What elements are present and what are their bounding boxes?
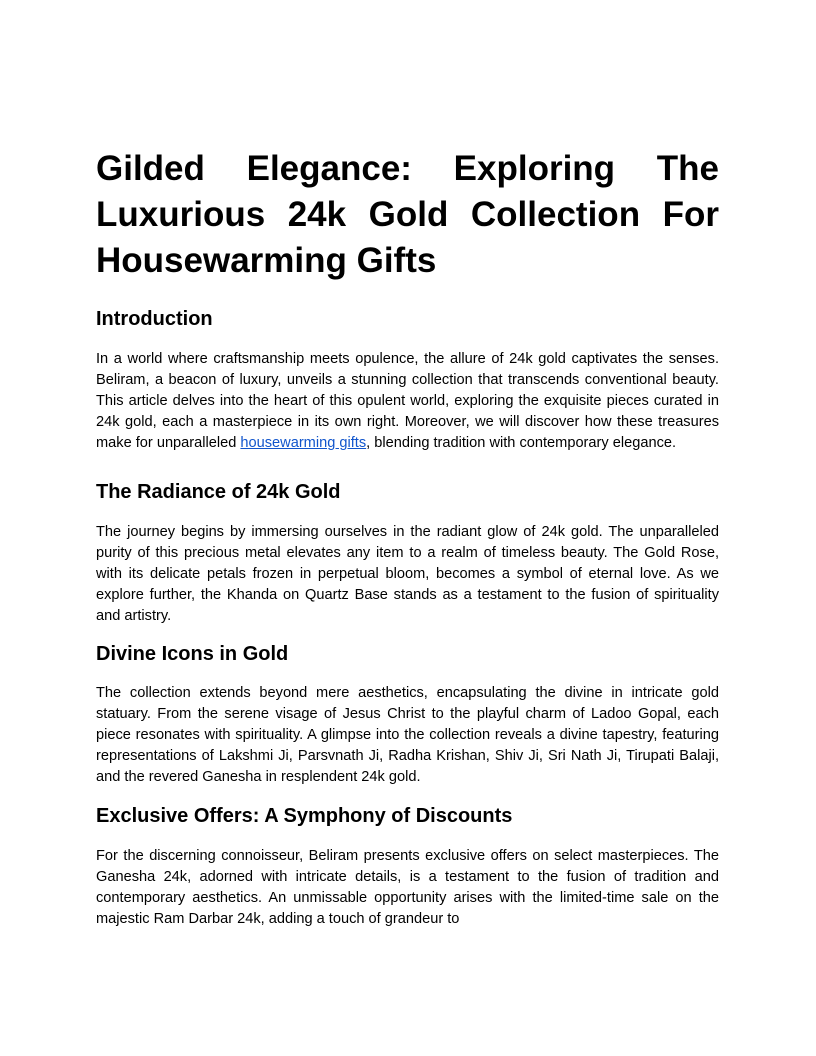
heading-radiance: The Radiance of 24k Gold <box>96 481 341 503</box>
document-title: Gilded Elegance: Exploring The Luxurious 24k Gold Collection For Housewarming Gifts <box>96 149 719 280</box>
introduction-text-end: , blending tradition with contemporary elegance. <box>366 435 677 451</box>
paragraph-radiance: The journey begins by immersing ourselves in the radiant glow of 24k gold. The unparalleled purity of this precious metal elevates any item to a realm of timeless beauty. The Gold Rose, with its delicate petals frozen in perpetual bloom, becomes a symbol of eternal love. As we explore further, the Khanda on Quartz Base stands as a testament to the fusion of spirituality and artistry. <box>96 524 719 624</box>
paragraph-introduction <box>96 349 719 454</box>
heading-divine-icons: Divine Icons in Gold <box>96 643 289 665</box>
paragraph-exclusive-offers: For the discerning connoisseur, Beliram presents exclusive offers on select masterpieces. The Ganesha 24k, adorned with intricate details, is a testament to the fusion of tradition and contemporary aesthetics. An unmissable opportunity arises with the limited-time sale on the majestic Ram Darbar 24k, adding a touch of grandeur to <box>96 848 719 927</box>
housewarming-gifts-link[interactable]: housewarming gifts <box>240 435 367 451</box>
paragraph-divine-icons: The collection extends beyond mere aesthetics, encapsulating the divine in intricate gold statuary. From the serene visage of Jesus Christ to the playful charm of Ladoo Gopal, each piece resonates with spirituality. A glimpse into the collection reveals a divine tapestry, featuring representations of Lakshmi Ji, Parsvnath Ji, Radha Krishan, Shiv Ji, Sri Nath Ji, Tirupati Balaji, and the revered Ganesha in resplendent 24k gold. <box>96 685 719 785</box>
heading-exclusive-offers: Exclusive Offers: A Symphony of Discounts <box>96 805 513 827</box>
introduction-text-start: In a world where craftsmanship meets opulence, the allure of 24k gold captivates the senses. Beliram, a beacon of luxury, unveils a stunning collection that transcends conventional beauty. This article delves into the heart of this opulent world, exploring the exquisite pieces curated in 24k gold, each a masterpiece in its own right. Moreover, we will discover how these treasures make for unparalleled <box>96 351 719 451</box>
heading-introduction: Introduction <box>96 308 213 330</box>
document-page <box>96 146 719 930</box>
